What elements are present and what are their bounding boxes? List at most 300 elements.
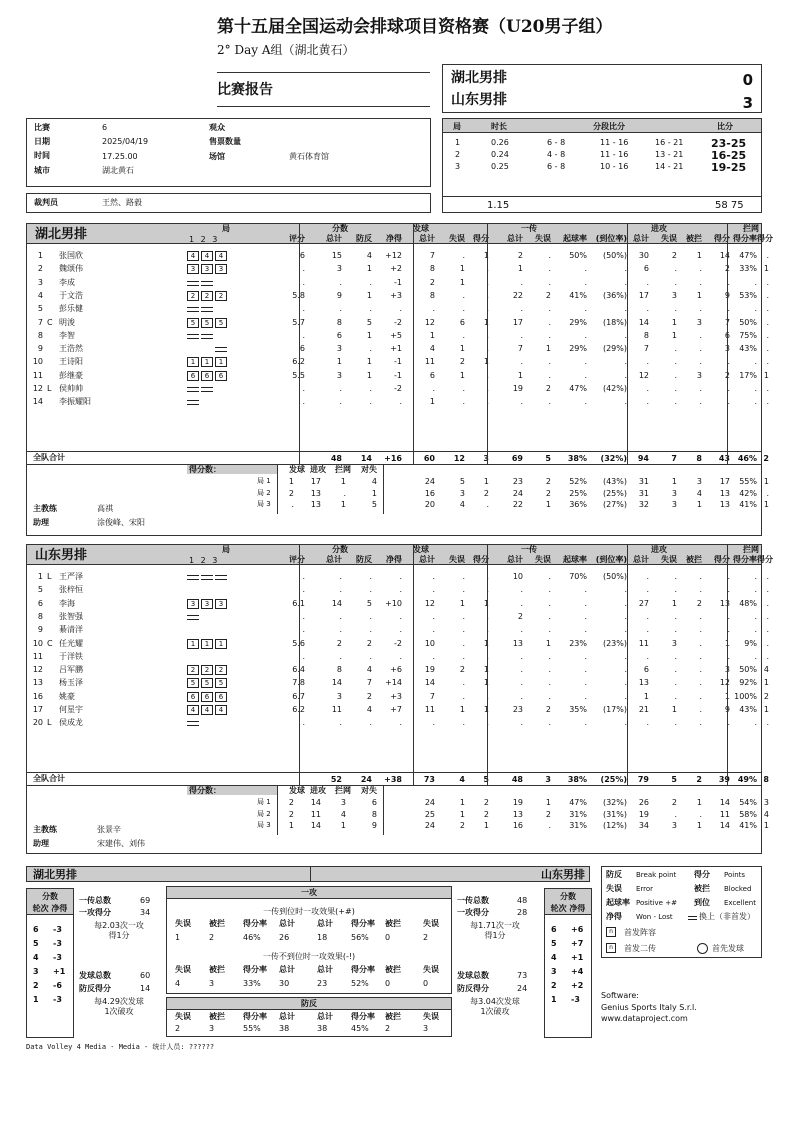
mid-cell: 失误 — [175, 965, 191, 974]
bd-cell: 31% — [569, 821, 587, 830]
mid-cell: 30 — [279, 979, 290, 988]
b-recv-total-label: 一传总数 — [457, 896, 489, 905]
set-position: 6 — [187, 371, 199, 381]
bd-cell: . — [343, 488, 346, 498]
player-set-marks — [187, 251, 227, 261]
bd-cell: 2 — [288, 488, 294, 498]
player-name: 明浚 — [59, 317, 75, 327]
legend-value: Points — [724, 871, 746, 879]
bottom-team-b: 山东男排 — [541, 868, 585, 881]
stat-cell: . — [727, 718, 730, 728]
player-set-marks — [187, 585, 227, 595]
total-cell: 60 — [423, 454, 435, 463]
bd-set-label: 局 1 — [257, 477, 271, 485]
bd-cell: 3 — [671, 488, 677, 498]
stat-cell: 2 — [545, 384, 551, 393]
bd-cell: 14 — [310, 798, 321, 807]
report-title: 比赛报告 — [217, 82, 273, 98]
stat-cell: . — [624, 718, 627, 728]
stat-cell: . — [486, 370, 489, 380]
stat-cell: . — [766, 625, 769, 635]
stat-cell: . — [766, 251, 769, 260]
set-position — [187, 334, 199, 339]
stat-cell: . — [727, 277, 730, 287]
software-vendor: Genius Sports Italy S.r.l. — [601, 1003, 697, 1012]
total-line — [27, 785, 761, 786]
score-sets-b: 3 — [742, 94, 753, 112]
col-head: 得分 — [714, 234, 730, 243]
set-position: 3 — [215, 264, 227, 274]
stat-cell: . — [302, 384, 305, 393]
set-position — [201, 281, 213, 286]
stat-cell: . — [369, 572, 372, 581]
col-group: 发球 — [413, 545, 429, 554]
stat-cell: . — [486, 585, 489, 595]
set-marks: 1 2 3 — [189, 235, 220, 244]
stat-cell: . — [766, 397, 769, 407]
rot-number: 3 — [33, 967, 39, 976]
set-position: 3 — [201, 599, 213, 609]
stat-cell: . — [399, 585, 402, 595]
stat-cell: 29% — [569, 317, 587, 327]
stat-cell: . — [646, 572, 649, 581]
stat-cell: . — [674, 344, 677, 354]
col-head: 起球率 — [563, 555, 587, 564]
bd-cell: 4 — [763, 809, 769, 819]
set-number: 3 — [455, 162, 461, 171]
stat-cell: 50% — [569, 251, 587, 260]
stat-cell: 3 — [336, 264, 342, 274]
stat-cell: 14 — [638, 317, 649, 327]
mid-cell: 得分率 — [243, 965, 267, 974]
set-partial: 11 - 16 — [600, 150, 629, 159]
bd-cell: 13 — [310, 500, 321, 509]
col-sep — [383, 464, 384, 514]
stat-cell: . — [699, 572, 702, 581]
player-role: C — [47, 638, 53, 648]
b-note: 每1.71次一攻 — [470, 921, 520, 930]
bd-cell: . — [699, 809, 702, 819]
player-set-marks — [187, 291, 227, 301]
total-cell: 24 — [360, 775, 372, 784]
set-position: 4 — [187, 705, 199, 715]
rot-number: 5 — [551, 939, 557, 948]
player-number: 3 — [37, 277, 43, 287]
player-name: 王浩然 — [59, 344, 83, 354]
stat-cell: . — [766, 344, 769, 354]
stat-cell: 9 — [336, 290, 342, 300]
bd-head: 拦网 — [335, 465, 351, 474]
stat-cell: +14 — [385, 678, 402, 688]
stat-cell: . — [624, 330, 627, 340]
asst-label: 助理 — [33, 518, 49, 527]
stat-cell: 6 — [336, 330, 342, 340]
bd-cell: 2 — [483, 809, 489, 819]
bd-cell: 25 — [424, 809, 435, 819]
bd-cell: 8 — [371, 809, 377, 819]
player-number: 8 — [37, 611, 43, 621]
col-group: 分数 — [332, 545, 348, 554]
player-set-marks — [187, 384, 227, 394]
stat-cell: . — [399, 651, 402, 661]
bd-cell: 17 — [310, 477, 321, 486]
stat-cell: . — [646, 384, 649, 393]
bd-cell: 26 — [638, 798, 649, 807]
stat-cell: 1 — [459, 705, 465, 714]
stat-cell: . — [699, 585, 702, 595]
b-fb-pts: 28 — [517, 908, 528, 917]
col-head: 总计 — [326, 234, 342, 243]
stat-cell: 8 — [336, 665, 342, 675]
player-number: 6 — [37, 598, 43, 608]
rot-value: +6 — [571, 925, 584, 934]
stat-cell: . — [584, 357, 587, 367]
set-position: 5 — [215, 678, 227, 688]
total-cell: 39 — [718, 775, 730, 784]
stat-cell: 1 — [366, 264, 372, 274]
assistants: 宋建伟、刘伟 — [97, 839, 145, 848]
stat-cell: 29% — [569, 344, 587, 354]
stat-cell: 1 — [459, 277, 465, 287]
mid-cell: 23 — [317, 979, 328, 988]
set-position: 4 — [201, 705, 213, 715]
stat-cell: 1 — [459, 264, 465, 274]
stat-cell: . — [624, 585, 627, 595]
stat-cell: 1 — [483, 678, 489, 688]
stat-cell: 2 — [459, 357, 465, 367]
stat-cell: . — [699, 277, 702, 287]
col-head: 评分 — [289, 555, 305, 564]
bd-cell: 19 — [512, 798, 523, 807]
stat-cell: 41% — [569, 290, 587, 300]
stat-cell: . — [646, 651, 649, 661]
stat-cell: 8 — [643, 330, 649, 340]
stat-cell: 1 — [696, 290, 702, 300]
stat-cell: . — [339, 277, 342, 287]
stat-cell: 53% — [739, 290, 757, 300]
col-head: 得分率 — [733, 555, 757, 564]
rot-value: -3 — [53, 953, 62, 962]
stat-cell: . — [624, 304, 627, 314]
stat-cell: . — [462, 572, 465, 581]
col-head: 失误 — [661, 234, 677, 243]
player-set-marks — [187, 278, 227, 288]
bd-head: 进攻 — [310, 786, 326, 795]
b-serve-total: 73 — [517, 971, 528, 980]
stat-cell: 1 — [763, 678, 769, 688]
rot-value: -6 — [53, 981, 62, 990]
col-set: 局 — [222, 224, 230, 233]
stat-cell: 2 — [763, 691, 769, 701]
match-info — [26, 118, 431, 187]
stat-cell: . — [727, 625, 730, 635]
b-note: 1次破攻 — [480, 1007, 510, 1016]
bd-cell: 34 — [638, 821, 649, 830]
col-sep — [277, 785, 278, 835]
rot-number: 4 — [33, 953, 39, 962]
player-name: 李智 — [59, 330, 75, 340]
col-head: 失误 — [661, 555, 677, 564]
stat-cell: 6.4 — [292, 665, 305, 675]
bd-cell: 1 — [763, 477, 769, 486]
bd-cell: 3 — [696, 477, 702, 486]
mid-cell: 38 — [279, 1024, 290, 1033]
rot-value: +1 — [571, 953, 584, 962]
total-cell: 5 — [483, 775, 489, 784]
bd-cell: 1 — [459, 809, 465, 819]
player-name: 杨玉泽 — [59, 678, 83, 688]
stat-cell: . — [674, 625, 677, 635]
stat-cell: 2 — [336, 638, 342, 648]
stat-cell: . — [339, 384, 342, 393]
stat-cell: . — [369, 625, 372, 635]
stat-cell: 7 — [643, 344, 649, 354]
stat-cell: . — [432, 304, 435, 314]
bd-cell: 1 — [763, 500, 769, 509]
stat-cell: 7 — [429, 251, 435, 260]
stat-cell: . — [754, 397, 757, 407]
player-set-marks — [187, 397, 227, 407]
bd-cell: 14 — [719, 798, 730, 807]
col-head: 起球率 — [563, 234, 587, 243]
stat-cell: . — [766, 290, 769, 300]
player-number: 10 — [32, 357, 43, 367]
set-score: 16-25 — [711, 149, 747, 162]
stat-cell: . — [548, 611, 551, 621]
stat-cell: 4 — [366, 665, 372, 675]
bd-cell: . — [674, 809, 677, 819]
stat-cell: . — [699, 651, 702, 661]
legend — [601, 866, 762, 958]
set-position: 1 — [187, 639, 199, 649]
player-set-marks — [187, 692, 227, 702]
set-position: 1 — [201, 639, 213, 649]
stat-cell: . — [486, 691, 489, 701]
stat-cell: 1 — [696, 251, 702, 260]
stat-cell: . — [699, 397, 702, 407]
col-sep — [413, 545, 414, 785]
player-number: 8 — [37, 330, 43, 340]
stat-cell: . — [302, 718, 305, 728]
mid-cell: 被拦 — [209, 965, 225, 974]
total-duration: 1.15 — [487, 200, 510, 211]
mid-cell: 失误 — [175, 1012, 191, 1021]
total-line — [27, 464, 761, 465]
stat-cell: . — [462, 691, 465, 701]
stat-cell: 2 — [429, 277, 435, 287]
stat-cell: . — [462, 397, 465, 407]
col-head: 总计 — [633, 234, 649, 243]
bd-cell: (43%) — [602, 477, 627, 486]
set-score: 19-25 — [711, 161, 747, 174]
stat-cell: . — [520, 665, 523, 675]
player-name: 张梓恒 — [59, 585, 83, 595]
stat-cell: . — [548, 277, 551, 287]
stat-cell: . — [486, 277, 489, 287]
player-name: 王诗阳 — [59, 357, 83, 367]
col-sep — [277, 464, 278, 514]
rot-number: 2 — [551, 981, 557, 990]
stat-cell: 1 — [671, 330, 677, 340]
team-b-stats — [26, 544, 773, 854]
stat-cell: . — [432, 585, 435, 595]
score-sets-a: 0 — [742, 71, 753, 89]
stat-cell: . — [674, 370, 677, 380]
stat-cell: . — [339, 611, 342, 621]
stat-cell: . — [766, 638, 769, 648]
stat-cell: . — [548, 598, 551, 608]
bd-cell: 31% — [569, 809, 587, 819]
stat-cell: . — [754, 718, 757, 728]
set-position: 3 — [215, 599, 227, 609]
col-group: 拦网 — [743, 545, 759, 554]
stat-cell: 6 — [643, 665, 649, 675]
player-number: 9 — [37, 625, 43, 635]
bd-title: 得分数： — [189, 465, 221, 474]
stat-cell: . — [754, 357, 757, 367]
player-number: 7 — [37, 317, 43, 327]
stat-cell: . — [548, 718, 551, 728]
stat-cell: . — [646, 397, 649, 407]
stat-cell: . — [624, 264, 627, 274]
mid-cell: 总计 — [317, 1012, 333, 1021]
stat-cell: . — [674, 585, 677, 595]
stat-cell: 2 — [517, 251, 523, 260]
stat-cell: 3 — [724, 344, 730, 354]
stat-cell: . — [462, 678, 465, 688]
stat-cell: . — [754, 611, 757, 621]
stat-cell: -2 — [394, 317, 402, 327]
coach-label: 主教练 — [33, 825, 57, 834]
team-name: 湖北男排 — [35, 227, 88, 242]
set-position: 6 — [187, 692, 199, 702]
mid-cell: 46% — [243, 933, 261, 942]
stat-cell: 27 — [638, 598, 649, 608]
mid-cell: 总计 — [279, 1012, 295, 1021]
stat-cell: . — [369, 304, 372, 314]
stat-cell: . — [624, 277, 627, 287]
stat-cell: . — [520, 678, 523, 688]
stat-cell: . — [754, 304, 757, 314]
stat-cell: . — [584, 651, 587, 661]
col-sep — [413, 224, 414, 464]
stat-cell: 2 — [696, 598, 702, 608]
stat-cell: 7.8 — [292, 678, 305, 688]
stat-cell: 21 — [638, 705, 649, 714]
col-head: 得分 — [473, 234, 489, 243]
bd-head: 进攻 — [310, 465, 326, 474]
player-name: 彭乐健 — [59, 304, 83, 314]
total-cell: 7 — [671, 454, 677, 463]
player-role: L — [47, 384, 52, 393]
legend-value: Positive +# — [636, 899, 677, 907]
col-sep — [299, 545, 300, 785]
stat-cell: +7 — [390, 705, 402, 714]
rot-number: 2 — [33, 981, 39, 990]
stat-cell: . — [699, 678, 702, 688]
player-name: 姚豪 — [59, 691, 75, 701]
stat-cell: . — [584, 370, 587, 380]
stat-cell: . — [766, 277, 769, 287]
total-cell: 49% — [737, 775, 757, 784]
stat-cell: 17 — [512, 317, 523, 327]
info-value: 湖北黄石 — [102, 166, 134, 175]
stat-cell: . — [674, 691, 677, 701]
bd-cell: . — [486, 500, 489, 509]
bd-cell: 4 — [459, 500, 465, 509]
legend-key: 得分 — [694, 870, 710, 879]
mid-cell: 得分率 — [351, 965, 375, 974]
score-box — [442, 64, 762, 113]
set-partial: 11 - 16 — [600, 138, 629, 147]
mid-cell: 被拦 — [385, 919, 401, 928]
asst-label: 助理 — [33, 839, 49, 848]
bd-cell: 20 — [424, 500, 435, 509]
bd-cell: 2 — [545, 488, 551, 498]
col-head: 失误 — [535, 555, 551, 564]
stat-cell: . — [548, 678, 551, 688]
stat-cell: 7 — [366, 678, 372, 688]
set-position — [187, 307, 199, 312]
coach-label: 主教练 — [33, 504, 57, 513]
stat-cell: . — [548, 625, 551, 635]
stat-cell: . — [369, 611, 372, 621]
stat-cell: 19 — [512, 384, 523, 393]
mid-cell: 18 — [317, 933, 328, 942]
total-cell: 4 — [459, 775, 465, 784]
stat-cell: . — [399, 572, 402, 581]
bd-cell: 13 — [719, 488, 730, 498]
stat-cell: . — [584, 598, 587, 608]
bd-cell: 13 — [512, 809, 523, 819]
b-tr-pts: 24 — [517, 984, 528, 993]
stat-cell: . — [302, 277, 305, 287]
stat-cell: . — [302, 611, 305, 621]
stat-cell: . — [699, 344, 702, 354]
stat-cell: 3 — [336, 691, 342, 701]
stat-cell: . — [699, 264, 702, 274]
bd-cell: 14 — [310, 821, 321, 830]
stat-cell: . — [674, 264, 677, 274]
col-head: 净得 — [386, 234, 402, 243]
rot-value: -3 — [53, 925, 62, 934]
bd-cell: 13 — [310, 488, 321, 498]
stat-cell: 14 — [424, 678, 435, 688]
player-set-marks — [187, 665, 227, 675]
col-head: 得分率 — [733, 234, 757, 243]
bd-cell: (27%) — [602, 500, 627, 509]
bd-cell: 2 — [483, 488, 489, 498]
stat-cell: . — [646, 625, 649, 635]
set-marks: 1 2 3 — [189, 556, 220, 565]
player-number: 9 — [37, 344, 43, 354]
bd-cell: 5 — [459, 477, 465, 486]
set-number: 2 — [455, 150, 461, 159]
stat-cell: . — [462, 304, 465, 314]
coach: 张景辛 — [97, 825, 121, 834]
stat-cell: 3 — [671, 638, 677, 648]
stat-cell: 14 — [331, 598, 342, 608]
stat-cell: . — [369, 344, 372, 354]
stat-cell: 6.2 — [292, 705, 305, 714]
stat-cell: 12 — [638, 370, 649, 380]
stat-cell: . — [699, 625, 702, 635]
stat-cell: . — [369, 397, 372, 407]
legend-key: 失误 — [606, 884, 622, 893]
stat-cell: 1 — [483, 705, 489, 714]
player-set-marks — [187, 371, 227, 381]
total-line — [27, 772, 761, 773]
